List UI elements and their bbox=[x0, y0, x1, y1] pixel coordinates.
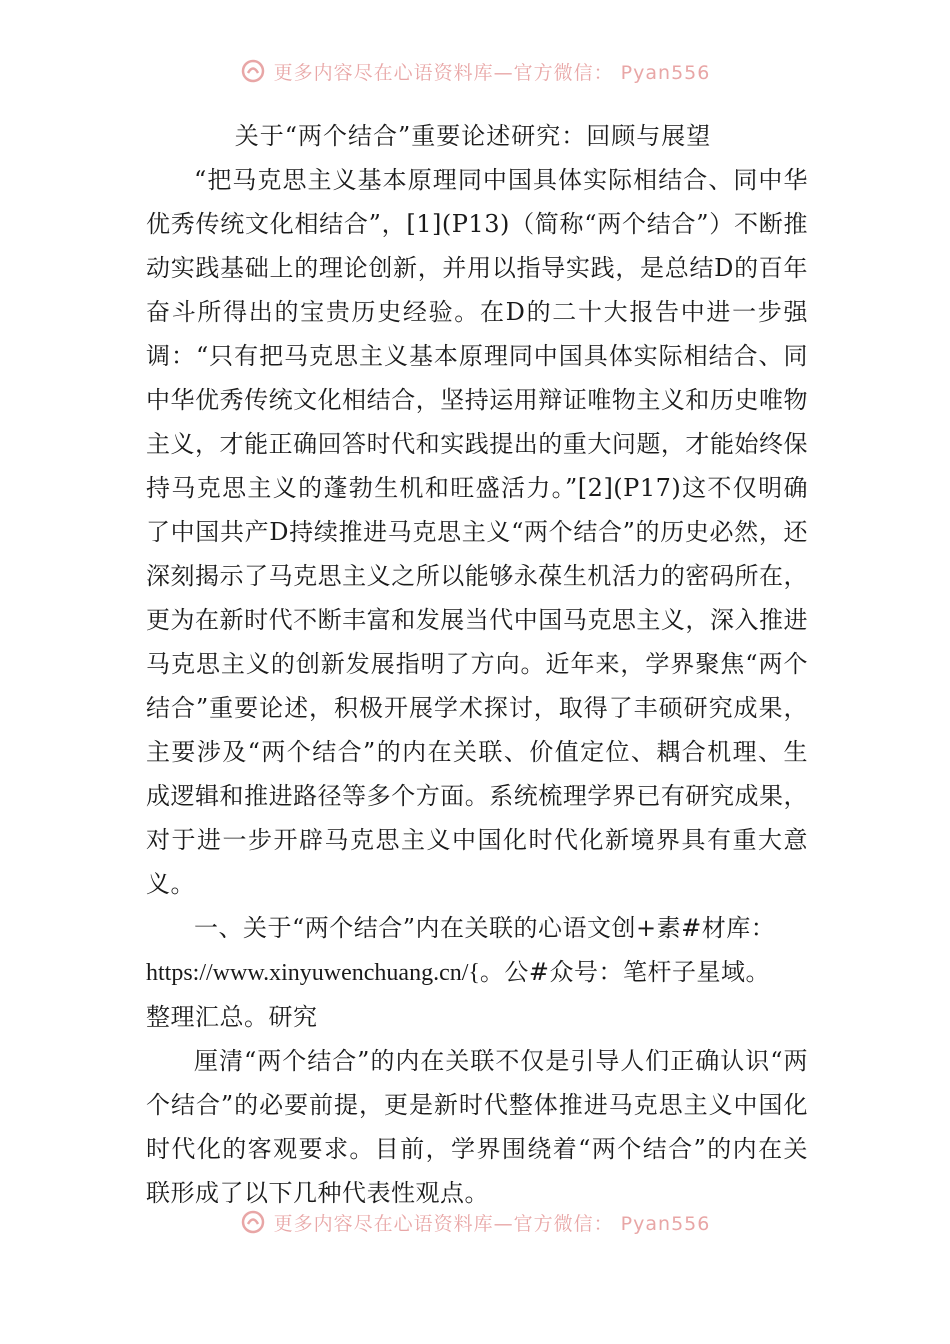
footer-watermark bbox=[0, 1205, 950, 1239]
watermark-logo-icon bbox=[240, 1209, 266, 1235]
section-link-line bbox=[146, 950, 808, 995]
watermark-text: 更多内容尽在心语资料库—官方微信： Pyan556 bbox=[273, 1212, 711, 1235]
body-paragraph: 厘清“两个结合”的内在关联不仅是引导人们正确认识“两个结合”的必要前提，更是新时代整体推进马克思主义中国化时代化的客观要求。目前，学界围绕着“两个结合”的内在关联形成了以下几种代表性观点。 bbox=[146, 1047, 808, 1207]
document-title: 关于“两个结合”重要论述研究：回顾与展望 bbox=[234, 122, 712, 150]
header-watermark bbox=[0, 54, 950, 88]
section-heading: 一、关于“两个结合”内在关联的心语文创+素#材库： bbox=[194, 914, 776, 942]
section-url-tail: 。公#众号：笔杆子星域。 bbox=[479, 958, 771, 986]
document-body bbox=[146, 114, 808, 1215]
source-url-link[interactable]: https://www.xinyuwenchuang.cn/{ bbox=[146, 960, 480, 986]
section-tail: 整理汇总。研究 bbox=[146, 1003, 318, 1031]
intro-paragraph: “把马克思主义基本原理同中国具体实际相结合、同中华优秀传统文化相结合”，[1](P13)（简称“两个结合”）不断推动实践基础上的理论创新，并用以指导实践，是总结D的百年奋斗所得出的宝贵历史经验。在D的二十大报告中进一步强调：“只有把马克思主义基本原理同中国具体实际相结合、同中华优秀传统文化相结合，坚持运用辩证唯物主义和历史唯物主义，才能正确回答时代和实践提出的重大问题，才能始终保持马克思主义的蓬勃生机和旺盛活力。”[2](P17)这不仅明确了中国共产D持续推进马克思主义“两个结合”的历史必然，还深刻揭示了马克思主义之所以能够永葆生机活力的密码所在，更为在新时代不断丰富和发展当代中国马克思主义，深入推进马克思主义的创新发展指明了方向。近年来，学界聚焦“两个结合”重要论述，积极开展学术探讨，取得了丰硕研究成果，主要涉及“两个结合”的内在关联、价值定位、耦合机理、生成逻辑和推进路径等多个方面。系统梳理学界已有研究成果，对于进一步开辟马克思主义中国化时代化新境界具有重大意义。 bbox=[146, 166, 808, 898]
watermark-logo-icon bbox=[240, 58, 266, 84]
watermark-text: 更多内容尽在心语资料库—官方微信： Pyan556 bbox=[273, 61, 711, 84]
